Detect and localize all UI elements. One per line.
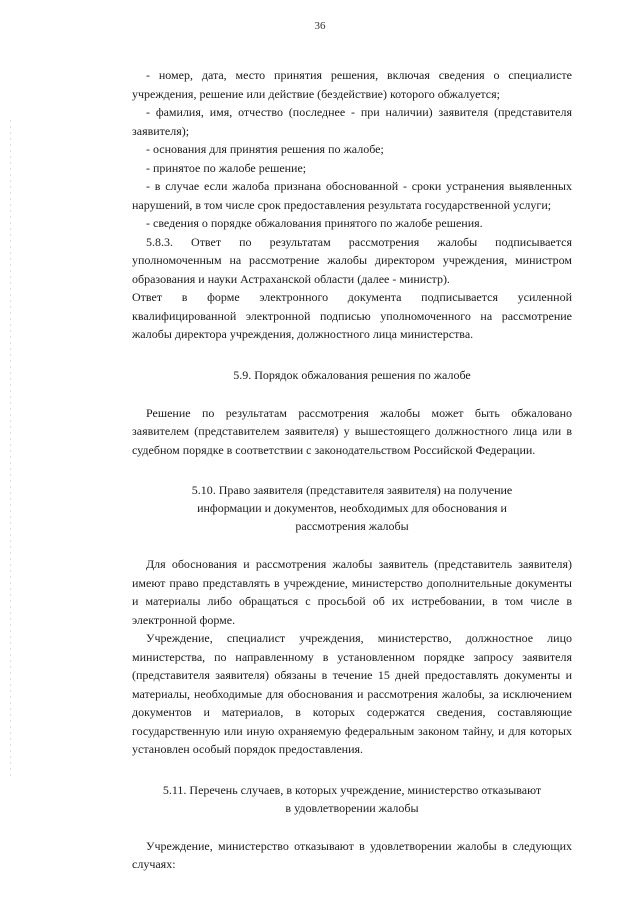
paragraph-5-8-3-electronic: Ответ в форме электронного документа подписывается усиленной квалифицированной электронной подписью уполномоченного на рассмотрение жалобы директора учреждения, должностного лица министерства.: [132, 290, 572, 341]
section-heading-5-11: 5.11. Перечень случаев, в которых учреждение, министерство отказывают в удовлетворении жалобы: [162, 782, 542, 815]
list-item-grounds: - основания для принятия решения по жалобе;: [146, 142, 384, 156]
list-item-decision-details: - номер, дата, место принятия решения, включая сведения о специалисте учреждения, решение или действие (бездействие) которого обжалуется;: [132, 68, 572, 101]
paragraph-5-11: Учреждение, министерство отказывают в удовлетворении жалобы в следующих случаях:: [132, 838, 572, 871]
paragraph-5-9: Решение по результатам рассмотрения жалобы может быть обжаловано заявителем (представителем заявителя) у вышестоящего должностного лица или в судебном порядке в соответствии с законодательством Российской Федерации.: [132, 405, 572, 457]
document-body: [132, 66, 572, 874]
scan-margin-mark: [10, 120, 11, 780]
paragraph-5-8-3: 5.8.3. Ответ по результатам рассмотрения жалобы подписывается уполномоченным на рассмотрение жалобы директором учреждения, министром образования и науки Астраханской области (далее - министр).: [132, 234, 572, 286]
section-heading-5-10: 5.10. Право заявителя (представителя заявителя) на получение информации и документов, необходимых для обоснования и рассмотрения жалобы: [191, 483, 513, 533]
list-item-applicant-name: - фамилия, имя, отчество (последнее - при наличии) заявителя (представителя заявителя);: [132, 105, 572, 138]
list-item-appeal-procedure: - сведения о порядке обжалования принятого по жалобе решения.: [146, 216, 483, 230]
page-number: 36: [314, 20, 326, 32]
section-heading-5-9: 5.9. Порядок обжалования решения по жалобе: [233, 367, 471, 382]
list-item-decision: - принятое по жалобе решение;: [146, 160, 307, 175]
paragraph-5-10-b: Учреждение, специалист учреждения, министерство, должностное лицо министерства, по направленному в установленном порядке запросу заявителя (представителя заявителя) обязаны в течение 15 дней предоставлять документы и материалы, необходимые для обоснования и рассмотрения жалобы, за исключением документов и материалов, в которых содержатся сведения, составляющие государственную или иную охраняемую федеральным законом тайну, и для которых установлен особый порядок предоставления.: [132, 631, 572, 756]
list-item-remedy-deadlines: - в случае если жалоба признана обоснованной - сроки устранения выявленных нарушений, в том числе срок предоставления результата государственной услуги;: [132, 179, 572, 212]
paragraph-5-10-a: Для обоснования и рассмотрения жалобы заявитель (представитель заявителя) имеют право представлять в учреждение, министерство дополнительные документы и материалы либо обращаться с просьбой об их истребовании, в том числе в электронной форме.: [132, 557, 572, 627]
